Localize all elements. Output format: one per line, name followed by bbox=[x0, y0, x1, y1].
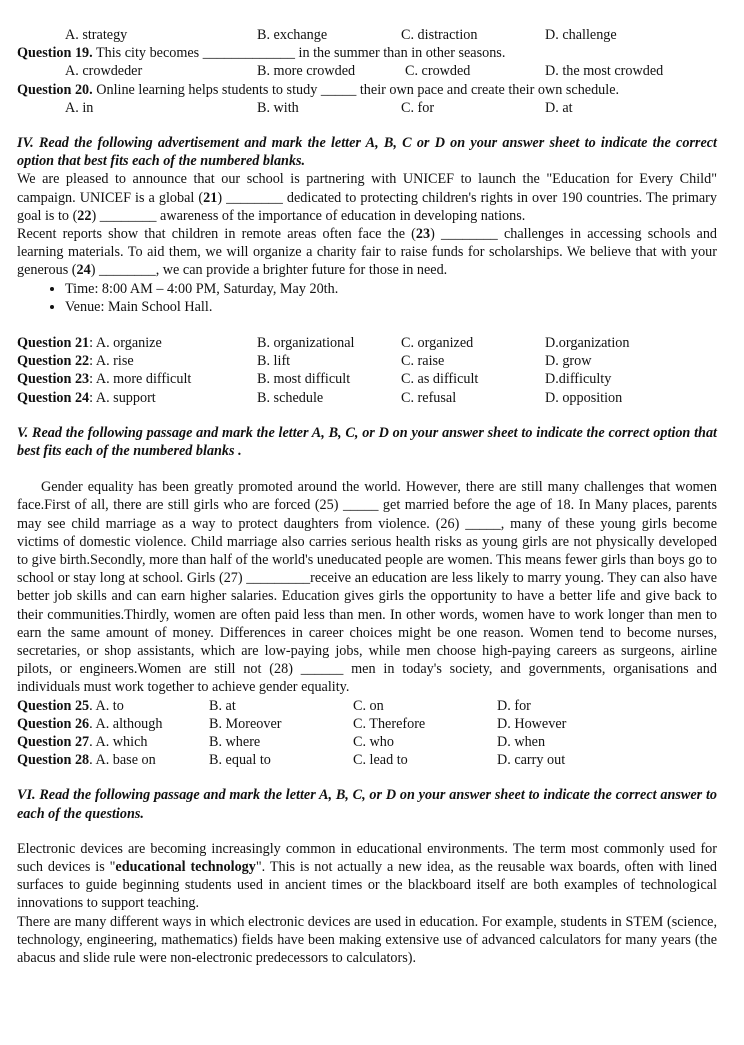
q28-option-a[interactable]: . A. base on bbox=[89, 752, 156, 769]
q19-option-c[interactable]: C. crowded bbox=[405, 63, 471, 80]
blank-number-22: 22 bbox=[77, 207, 92, 224]
q21-option-c[interactable]: C. organized bbox=[401, 335, 474, 351]
text-run: ) ________ dedicated to protecting children's rights in over 190 countries. The primary goal is to ( bbox=[17, 189, 717, 224]
section-4-paragraph-1 bbox=[17, 170, 717, 225]
q21-number: Question 21 bbox=[17, 335, 90, 351]
text-run: Recent reports show that children in remote areas often face the ( bbox=[17, 225, 416, 242]
term-educational-technology: educational technology bbox=[115, 858, 256, 875]
question-19 bbox=[17, 44, 744, 62]
q22-row bbox=[17, 352, 744, 370]
section-4-heading: IV. Read the following advertisement and mark the letter A, B, C or D on your answer sheet to indicate the correct option that best fits each of the numbered blanks. bbox=[17, 134, 717, 170]
q26-option-d[interactable]: D. However bbox=[497, 715, 567, 732]
q24-option-d[interactable]: D. opposition bbox=[545, 389, 623, 406]
q27-option-b[interactable]: B. where bbox=[209, 733, 261, 750]
q20-options bbox=[17, 99, 744, 117]
q22-option-b[interactable]: B. lift bbox=[257, 353, 291, 370]
question-20-text: Online learning helps students to study _____ their own pace and create their own schedule. bbox=[92, 81, 620, 98]
q23-number: Question 23 bbox=[17, 371, 90, 388]
question-20 bbox=[17, 81, 744, 99]
q21-option-a[interactable]: : A. organize bbox=[89, 335, 162, 351]
q21-option-b[interactable]: B. organizational bbox=[257, 335, 355, 351]
q28-option-d[interactable]: D. carry out bbox=[497, 752, 566, 769]
q24-option-b[interactable]: B. schedule bbox=[257, 389, 324, 406]
q20-option-b[interactable]: B. with bbox=[257, 99, 299, 116]
q19-option-b[interactable]: B. more crowded bbox=[257, 63, 356, 80]
section-6-paragraph-1 bbox=[17, 840, 717, 913]
q22-option-a[interactable]: : A. rise bbox=[89, 353, 134, 370]
q26-number: Question 26 bbox=[17, 715, 90, 732]
q27-option-a[interactable]: . A. which bbox=[89, 733, 148, 750]
q24-option-c[interactable]: C. refusal bbox=[401, 389, 457, 406]
question-20-number: Question 20. bbox=[17, 81, 93, 98]
blank-number-23: 23 bbox=[415, 225, 431, 242]
q28-number: Question 28 bbox=[17, 752, 90, 769]
q25-option-b[interactable]: B. at bbox=[209, 697, 236, 714]
q23-option-c[interactable]: C. as difficult bbox=[401, 371, 479, 388]
q25-row bbox=[17, 697, 744, 715]
q18-option-d[interactable]: D. challenge bbox=[545, 27, 617, 43]
q24-number: Question 24 bbox=[17, 389, 90, 406]
q28-option-c[interactable]: C. lead to bbox=[353, 752, 408, 769]
q26-option-b[interactable]: B. Moreover bbox=[209, 715, 282, 732]
q23-option-a[interactable]: : A. more difficult bbox=[89, 371, 192, 388]
q19-option-d[interactable]: D. the most crowded bbox=[545, 63, 664, 80]
text-run: ) ________ awareness of the importance of education in developing nations. bbox=[91, 207, 526, 224]
q18-options bbox=[17, 26, 744, 44]
q18-option-b[interactable]: B. exchange bbox=[257, 27, 328, 43]
q26-option-c[interactable]: C. Therefore bbox=[353, 715, 426, 732]
q27-number: Question 27 bbox=[17, 733, 90, 750]
event-details-list bbox=[17, 280, 744, 316]
text-run: ". This is not actually a new idea, as the reusable wax boards, often with lined surfaces to guide beginning students used in ancient times or the blackboard itself are both examples of technological innovations to support teaching. bbox=[17, 858, 718, 912]
q24-option-a[interactable]: : A. support bbox=[89, 389, 156, 406]
q20-option-d[interactable]: D. at bbox=[545, 99, 573, 116]
q27-option-c[interactable]: C. who bbox=[353, 733, 394, 750]
exam-page bbox=[0, 26, 744, 1045]
section-6-heading: VI. Read the following passage and mark the letter A, B, C, or D on your answer sheet to indicate the correct answer to each of the questions. bbox=[17, 787, 717, 822]
section-5-heading: V. Read the following passage and mark the letter A, B, C, or D on your answer sheet to indicate the correct option that best fits each of the numbered blanks . bbox=[17, 424, 717, 459]
q28-row bbox=[17, 751, 744, 769]
q19-options bbox=[17, 62, 744, 80]
q19-option-a[interactable]: A. crowdeder bbox=[65, 63, 143, 80]
spacer bbox=[17, 316, 744, 334]
q22-option-d[interactable]: D. grow bbox=[545, 353, 592, 370]
q24-row bbox=[17, 389, 744, 407]
q18-option-c[interactable]: C. distraction bbox=[401, 27, 478, 43]
q25-option-d[interactable]: D. for bbox=[497, 697, 531, 714]
q26-row bbox=[17, 715, 744, 733]
spacer bbox=[17, 823, 744, 840]
question-19-number: Question 19. bbox=[17, 45, 93, 62]
q27-option-d[interactable]: D. when bbox=[497, 733, 546, 750]
q26-option-a[interactable]: . A. although bbox=[89, 715, 163, 732]
text-run: ) ________, we can provide a brighter future for those in need. bbox=[90, 262, 448, 279]
q20-option-a[interactable]: A. in bbox=[65, 99, 94, 116]
q23-option-b[interactable]: B. most difficult bbox=[257, 371, 351, 388]
section-5-passage: Gender equality has been greatly promoted around the world. However, there are still many challenges that women face.First of all, there are still girls who are forced (25) _____ get married before the age of 18. In Many places, parents may see child marriage as a way to protect daughters from violence. (26) _____, many of these young girls become victims of domestic violence. Child marriage also carries serious health risks as young girls are not physically developed to give birth.Secondly, more than half of the world's uneducated people are women. This means fewer girls than boys go to school or stay long at school. Girls (27) _________receive an education are less likely to marry young. They can also have better job skills and can earn higher salaries. Education gives girls the opportunity to have a better life and give back to their communities.Thirdly, women are often paid less than men. In other words, women have to work longer than men to earn the same amount of money. Differences in career choices might be one reason. Women tend to become nurses, secretaries, or shop assistants, which are low-paying jobs, while men choose high-paying careers as surgeons, airline pilots, or engineers.Women are still not (28) ______ men in today's society, and governments, organisations and individuals must work together to achieve gender equality. bbox=[17, 479, 717, 696]
section-4-paragraph-2 bbox=[17, 225, 717, 280]
q28-option-b[interactable]: B. equal to bbox=[209, 752, 271, 769]
blank-number-24: 24 bbox=[76, 262, 91, 279]
q25-number: Question 25 bbox=[17, 697, 90, 714]
event-venue: • Venue: Main School Hall. bbox=[65, 298, 744, 316]
event-time: • Time: 8:00 AM – 4:00 PM, Saturday, May 20th. bbox=[65, 280, 744, 298]
q21-row bbox=[17, 334, 744, 352]
spacer bbox=[17, 460, 744, 478]
q18-option-a[interactable]: A. strategy bbox=[65, 27, 128, 43]
q23-option-d[interactable]: D.difficulty bbox=[545, 371, 612, 388]
q25-option-a[interactable]: . A. to bbox=[89, 697, 124, 714]
q21-option-d[interactable]: D.organization bbox=[545, 335, 630, 351]
text-run: Electronic devices are becoming increasingly common in educational environments. The term most commonly used for such devices is " bbox=[17, 840, 717, 875]
q22-number: Question 22 bbox=[17, 353, 90, 370]
q25-option-c[interactable]: C. on bbox=[353, 697, 384, 714]
text-run: We are pleased to announce that our school is partnering with UNICEF to launch the "Education for Every Child" campaign. UNICEF is a global ( bbox=[17, 171, 717, 206]
q20-option-c[interactable]: C. for bbox=[401, 99, 435, 116]
section-6-paragraph-2: There are many different ways in which electronic devices are used in education. For example, students in STEM (science, technology, engineering, mathematics) fields have been making extensive use of advanced calculators for many years (the abacus and slide rule were non-electronic predecessors to calculators). bbox=[17, 913, 717, 966]
q23-row bbox=[17, 370, 744, 388]
q27-row bbox=[17, 733, 744, 751]
blank-number-21: 21 bbox=[203, 189, 218, 206]
q22-option-c[interactable]: C. raise bbox=[401, 353, 445, 370]
question-19-text: This city becomes _____________ in the summer than in other seasons. bbox=[92, 45, 506, 62]
text-run: ) ________ challenges in accessing schools and learning materials. To aid them, we will organize a charity fair to raise funds for scholarships. We believe that with your generous ( bbox=[17, 225, 718, 279]
